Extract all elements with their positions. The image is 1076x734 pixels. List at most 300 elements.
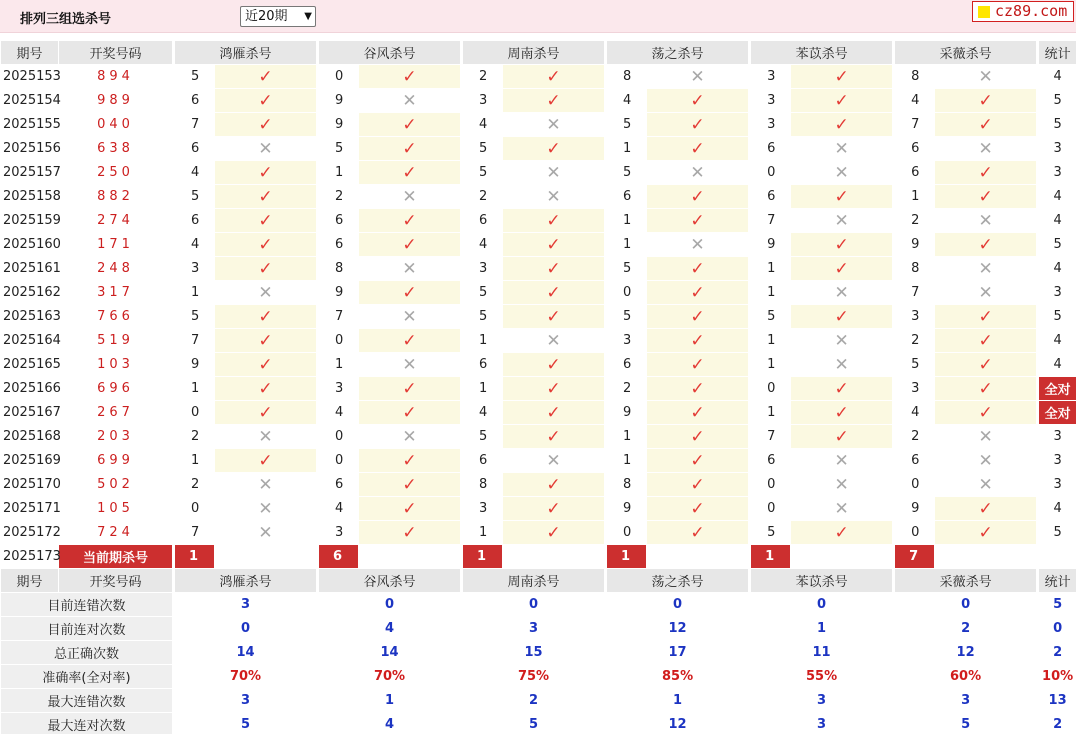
kill-number-cell: 5 [463,425,503,449]
check-icon: ✓ [503,233,605,257]
cross-icon: ✕ [359,425,461,449]
check-icon: ✓ [359,449,461,473]
draw-number-cell: 502 [59,473,173,497]
summary-row [1,689,1076,713]
kill-number-cell: 2 [319,185,359,209]
check-icon: ✓ [647,425,749,449]
table-row [1,281,1076,305]
cross-icon: ✕ [359,305,461,329]
cross-icon: ✕ [503,449,605,473]
summary-label: 目前连对次数 [1,617,173,641]
header-expert: 谷风杀号 [319,41,461,65]
period-cell: 2025172 [1,521,59,545]
summary-value: 14 [319,641,461,665]
summary-value: 60% [895,665,1037,689]
kill-number-cell: 1 [751,329,791,353]
chevron-down-icon: ▼ [304,11,312,22]
check-icon: ✓ [215,305,317,329]
kill-number-cell: 6 [895,449,935,473]
kill-number-cell: 6 [751,185,791,209]
draw-number-cell: 699 [59,449,173,473]
check-icon: ✓ [935,161,1037,185]
header-expert: 鸿雁杀号 [175,569,317,593]
cross-icon: ✕ [935,449,1037,473]
kill-number-cell: 0 [319,425,359,449]
header-expert: 采薇杀号 [895,41,1037,65]
summary-value: 5 [895,713,1037,734]
current-period: 2025173 [1,545,59,569]
table-row [1,449,1076,473]
kill-number-cell: 9 [319,113,359,137]
cross-icon: ✕ [503,185,605,209]
kill-number-cell: 8 [463,473,503,497]
check-icon: ✓ [503,521,605,545]
kill-number-cell: 6 [463,449,503,473]
kill-number-cell: 1 [463,377,503,401]
cross-icon: ✕ [935,209,1037,233]
check-icon: ✓ [359,113,461,137]
kill-number-cell: 5 [751,305,791,329]
summary-value: 0 [607,593,749,617]
check-icon: ✓ [935,497,1037,521]
check-icon: ✓ [935,89,1037,113]
period-cell: 2025162 [1,281,59,305]
check-icon: ✓ [935,233,1037,257]
kill-number-cell: 0 [319,449,359,473]
summary-stat: 0 [1039,617,1076,641]
summary-value: 11 [751,641,893,665]
check-icon: ✓ [503,305,605,329]
draw-number-cell: 638 [59,137,173,161]
table-row [1,377,1076,401]
current-period-row [1,545,1076,569]
period-cell: 2025153 [1,65,59,89]
summary-row [1,641,1076,665]
summary-label: 目前连错次数 [1,593,173,617]
check-icon: ✓ [935,113,1037,137]
check-icon: ✓ [503,257,605,281]
draw-number-cell: 882 [59,185,173,209]
stat-cell: 5 [1039,233,1076,257]
summary-value: 75% [463,665,605,689]
check-icon: ✓ [503,377,605,401]
kill-number-cell: 9 [895,233,935,257]
check-icon: ✓ [935,329,1037,353]
check-icon: ✓ [935,353,1037,377]
current-kill-number: 6 [319,545,359,569]
summary-value: 3 [751,689,893,713]
current-kill-number: 1 [607,545,647,569]
summary-value: 3 [175,593,317,617]
kill-number-cell: 5 [463,137,503,161]
header-expert: 鸿雁杀号 [175,41,317,65]
summary-value: 70% [319,665,461,689]
cross-icon: ✕ [791,449,893,473]
stat-cell: 4 [1039,353,1076,377]
kill-number-cell: 2 [463,65,503,89]
check-icon: ✓ [503,425,605,449]
check-icon: ✓ [791,377,893,401]
empty-cell [1039,545,1076,569]
kill-number-cell: 1 [607,137,647,161]
table-row [1,353,1076,377]
check-icon: ✓ [359,377,461,401]
period-cell: 2025167 [1,401,59,425]
summary-value: 2 [463,689,605,713]
draw-number-cell: 103 [59,353,173,377]
period-cell: 2025169 [1,449,59,473]
kill-number-cell: 1 [319,161,359,185]
kill-number-cell: 2 [895,209,935,233]
check-icon: ✓ [647,209,749,233]
kill-number-cell: 6 [175,137,215,161]
period-cell: 2025160 [1,233,59,257]
kill-number-cell: 9 [607,401,647,425]
table-row [1,521,1076,545]
check-icon: ✓ [359,137,461,161]
current-kill-number: 1 [175,545,215,569]
cross-icon: ✕ [215,473,317,497]
cross-icon: ✕ [215,137,317,161]
kill-number-cell: 4 [895,401,935,425]
summary-value: 5 [175,713,317,734]
check-icon: ✓ [503,353,605,377]
cross-icon: ✕ [215,497,317,521]
kill-number-cell: 6 [751,137,791,161]
check-icon: ✓ [791,185,893,209]
summary-stat: 2 [1039,713,1076,734]
kill-number-cell: 1 [175,377,215,401]
check-icon: ✓ [215,209,317,233]
kill-number-cell: 8 [607,473,647,497]
cross-icon: ✕ [503,113,605,137]
kill-number-cell: 3 [319,377,359,401]
table-row [1,329,1076,353]
draw-number-cell: 766 [59,305,173,329]
kill-number-cell: 3 [607,329,647,353]
check-icon: ✓ [359,209,461,233]
table-row [1,497,1076,521]
cross-icon: ✕ [791,473,893,497]
empty-cell [215,545,317,569]
kill-number-cell: 1 [607,209,647,233]
summary-value: 0 [751,593,893,617]
summary-row [1,665,1076,689]
period-cell: 2025165 [1,353,59,377]
cross-icon: ✕ [503,329,605,353]
table-row [1,137,1076,161]
summary-value: 12 [607,713,749,734]
check-icon: ✓ [503,209,605,233]
summary-stat: 13 [1039,689,1076,713]
period-cell: 2025164 [1,329,59,353]
kill-number-table [0,40,1076,734]
table-row [1,113,1076,137]
kill-number-cell: 6 [175,89,215,113]
check-icon: ✓ [359,401,461,425]
check-icon: ✓ [647,497,749,521]
cross-icon: ✕ [935,65,1037,89]
logo-square-icon [978,6,990,18]
kill-number-cell: 3 [463,89,503,113]
summary-value: 0 [319,593,461,617]
period-cell: 2025158 [1,185,59,209]
check-icon: ✓ [647,401,749,425]
kill-number-cell: 0 [751,377,791,401]
kill-number-cell: 5 [175,185,215,209]
stat-cell: 5 [1039,113,1076,137]
kill-number-cell: 4 [175,161,215,185]
summary-value: 12 [895,641,1037,665]
header-stat: 统计 [1039,41,1076,65]
summary-value: 4 [319,713,461,734]
kill-number-cell: 0 [319,329,359,353]
check-icon: ✓ [647,257,749,281]
draw-number-cell: 894 [59,65,173,89]
kill-number-cell: 2 [895,329,935,353]
check-icon: ✓ [215,161,317,185]
draw-number-cell: 105 [59,497,173,521]
kill-number-cell: 2 [463,185,503,209]
check-icon: ✓ [215,233,317,257]
page-title: 排列三组选杀号 [20,12,112,27]
period-cell: 2025154 [1,89,59,113]
summary-value: 85% [607,665,749,689]
draw-number-cell: 267 [59,401,173,425]
summary-value: 3 [895,689,1037,713]
header-expert: 苯苡杀号 [751,41,893,65]
period-range-select[interactable] [240,6,316,27]
header-expert: 荡之杀号 [607,569,749,593]
table-header-row [1,41,1076,65]
kill-number-cell: 1 [751,281,791,305]
cross-icon: ✕ [647,161,749,185]
kill-number-cell: 1 [607,425,647,449]
empty-cell [791,545,893,569]
draw-number-cell: 989 [59,89,173,113]
kill-number-cell: 5 [175,65,215,89]
summary-value: 17 [607,641,749,665]
header-period: 期号 [1,41,59,65]
period-cell: 2025171 [1,497,59,521]
check-icon: ✓ [791,521,893,545]
check-icon: ✓ [503,281,605,305]
summary-stat: 5 [1039,593,1076,617]
stat-cell: 4 [1039,257,1076,281]
summary-value: 0 [463,593,605,617]
kill-number-cell: 5 [607,113,647,137]
table-row [1,425,1076,449]
cross-icon: ✕ [503,161,605,185]
check-icon: ✓ [503,89,605,113]
kill-number-cell: 3 [895,377,935,401]
stat-cell: 4 [1039,497,1076,521]
kill-number-cell: 0 [751,161,791,185]
draw-number-cell: 317 [59,281,173,305]
kill-number-cell: 6 [319,473,359,497]
kill-number-cell: 0 [895,521,935,545]
kill-number-cell: 0 [607,521,647,545]
cross-icon: ✕ [647,233,749,257]
check-icon: ✓ [503,65,605,89]
table-row [1,209,1076,233]
kill-number-cell: 6 [607,185,647,209]
table-row [1,65,1076,89]
kill-number-cell: 1 [895,185,935,209]
kill-number-cell: 0 [175,497,215,521]
kill-number-cell: 0 [895,473,935,497]
draw-number-cell: 274 [59,209,173,233]
kill-number-cell: 7 [895,281,935,305]
check-icon: ✓ [791,65,893,89]
summary-value: 1 [751,617,893,641]
stat-cell: 3 [1039,449,1076,473]
empty-cell [359,545,461,569]
kill-number-cell: 4 [895,89,935,113]
kill-number-cell: 4 [607,89,647,113]
summary-label: 准确率(全对率) [1,665,173,689]
period-range-value: 近20期 [245,9,288,24]
check-icon: ✓ [647,113,749,137]
kill-number-cell: 8 [895,65,935,89]
all-correct-badge: 全对 [1039,377,1076,401]
check-icon: ✓ [215,449,317,473]
header-expert: 荡之杀号 [607,41,749,65]
kill-number-cell: 9 [319,281,359,305]
summary-value: 1 [319,689,461,713]
kill-number-cell: 1 [607,449,647,473]
summary-stat: 10% [1039,665,1076,689]
check-icon: ✓ [215,113,317,137]
kill-number-cell: 7 [751,209,791,233]
stat-cell: 5 [1039,521,1076,545]
draw-number-cell: 724 [59,521,173,545]
period-cell: 2025170 [1,473,59,497]
check-icon: ✓ [215,89,317,113]
draw-number-cell: 696 [59,377,173,401]
summary-value: 70% [175,665,317,689]
period-cell: 2025161 [1,257,59,281]
check-icon: ✓ [791,425,893,449]
check-icon: ✓ [503,137,605,161]
check-icon: ✓ [791,257,893,281]
kill-number-cell: 5 [751,521,791,545]
period-cell: 2025163 [1,305,59,329]
cross-icon: ✕ [359,257,461,281]
kill-number-cell: 5 [175,305,215,329]
check-icon: ✓ [215,329,317,353]
check-icon: ✓ [215,353,317,377]
check-icon: ✓ [503,473,605,497]
cross-icon: ✕ [791,353,893,377]
check-icon: ✓ [647,185,749,209]
kill-number-cell: 8 [607,65,647,89]
summary-value: 3 [463,617,605,641]
check-icon: ✓ [647,377,749,401]
header-expert: 采薇杀号 [895,569,1037,593]
summary-value: 3 [175,689,317,713]
table-row [1,257,1076,281]
check-icon: ✓ [503,497,605,521]
kill-number-cell: 7 [319,305,359,329]
stat-cell: 5 [1039,89,1076,113]
kill-number-cell: 1 [175,281,215,305]
check-icon: ✓ [647,329,749,353]
current-kill-label: 当前期杀号 [59,545,173,569]
kill-number-cell: 0 [751,497,791,521]
check-icon: ✓ [791,89,893,113]
check-icon: ✓ [647,449,749,473]
period-cell: 2025155 [1,113,59,137]
kill-number-cell: 2 [175,473,215,497]
table-row [1,185,1076,209]
cross-icon: ✕ [791,161,893,185]
header-expert: 周南杀号 [463,41,605,65]
period-cell: 2025156 [1,137,59,161]
cross-icon: ✕ [935,137,1037,161]
kill-number-cell: 3 [463,497,503,521]
cross-icon: ✕ [215,521,317,545]
summary-label: 最大连对次数 [1,713,173,734]
site-logo[interactable] [972,1,1074,22]
cross-icon: ✕ [647,65,749,89]
kill-number-cell: 5 [463,161,503,185]
kill-number-cell: 4 [175,233,215,257]
kill-number-cell: 9 [607,497,647,521]
summary-value: 14 [175,641,317,665]
summary-row [1,617,1076,641]
kill-number-cell: 6 [895,137,935,161]
stat-cell: 4 [1039,329,1076,353]
check-icon: ✓ [215,401,317,425]
check-icon: ✓ [359,65,461,89]
kill-number-cell: 1 [175,449,215,473]
check-icon: ✓ [647,281,749,305]
cross-icon: ✕ [215,281,317,305]
check-icon: ✓ [215,185,317,209]
kill-number-cell: 1 [751,257,791,281]
summary-row [1,713,1076,734]
period-cell: 2025168 [1,425,59,449]
kill-number-cell: 6 [319,209,359,233]
all-correct-badge: 全对 [1039,401,1076,425]
kill-number-cell: 1 [751,401,791,425]
draw-number-cell: 250 [59,161,173,185]
kill-number-cell: 7 [751,425,791,449]
stat-cell: 3 [1039,425,1076,449]
table-row [1,473,1076,497]
check-icon: ✓ [935,305,1037,329]
kill-number-cell: 2 [607,377,647,401]
kill-number-cell: 6 [895,161,935,185]
summary-row [1,593,1076,617]
kill-number-cell: 6 [463,209,503,233]
stat-cell: 3 [1039,281,1076,305]
check-icon: ✓ [935,401,1037,425]
header-number: 开奖号码 [59,569,173,593]
kill-number-cell: 5 [607,257,647,281]
cross-icon: ✕ [935,281,1037,305]
kill-number-cell: 3 [463,257,503,281]
stat-cell: 3 [1039,161,1076,185]
kill-number-cell: 1 [319,353,359,377]
empty-cell [935,545,1037,569]
kill-number-cell: 5 [607,305,647,329]
period-cell: 2025157 [1,161,59,185]
kill-number-cell: 3 [175,257,215,281]
cross-icon: ✕ [935,257,1037,281]
kill-number-cell: 6 [463,353,503,377]
